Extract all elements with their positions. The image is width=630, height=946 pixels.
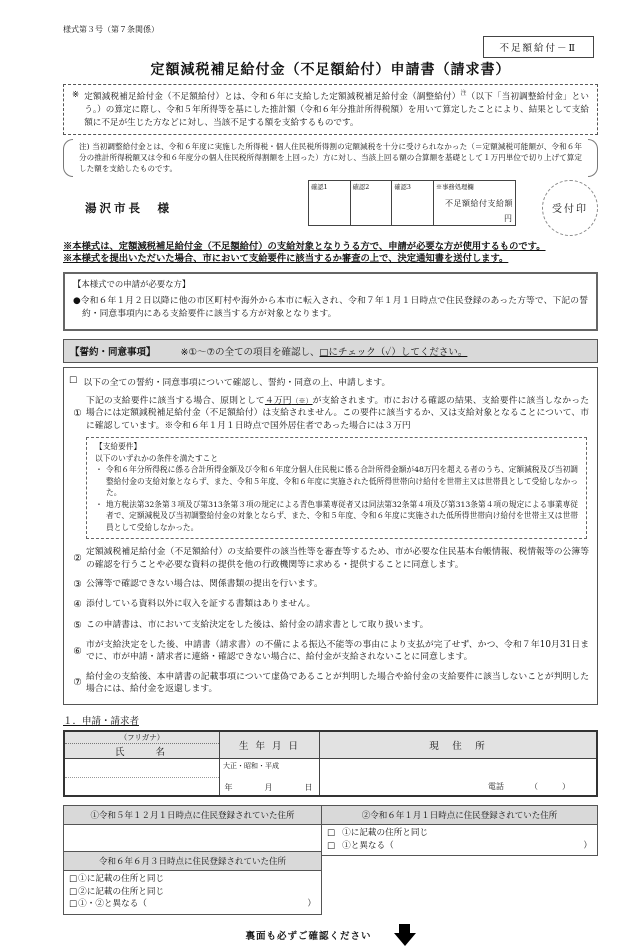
address2-header: ②令和６年１月１日時点に住民登録されていた住所 [321, 805, 598, 825]
june-option-2[interactable] [69, 886, 316, 898]
corner-tag-row [63, 36, 594, 58]
pledge-item-2 [69, 546, 589, 571]
name-input-area[interactable] [65, 778, 219, 796]
address-column-1 [63, 805, 322, 914]
footer-row [63, 924, 598, 946]
usage-notes [63, 241, 598, 266]
backside-reminder: 裏面も必ずご確認ください [245, 930, 372, 942]
address-input-cell[interactable] [320, 759, 596, 795]
telephone-label: 電話 [488, 782, 504, 792]
bracket-right-cap [588, 139, 598, 177]
dob-column-header [220, 732, 320, 759]
item1-asterisk-ref: （※） [291, 397, 313, 406]
pledge-item-3 [69, 578, 589, 591]
footnote-text: 注) 当初調整給付金とは、令和６年度に実施した所得税・個人住民税所得割の定額減税を十分に受けられなかった（＝定額減税可能額が、令和６年分の推計所得税額又は令和６年度分の個人住民税所得割額を上回った）方に対し、当該上回る額の合算額を基礎として１万円単位で切り上げて算定した額を支給したものです。 [79, 141, 582, 174]
pledge-item-2-number: ② [73, 553, 82, 565]
page-title: 定額減税補足給付金（不足額給付）申請書（請求書） [150, 62, 511, 78]
address-column-header [320, 732, 596, 759]
june-option-3[interactable] [69, 898, 316, 910]
june-option-3-label: ①・②と異なる（ [78, 899, 147, 910]
office-check2-cell: 確認2 [351, 181, 393, 225]
checkbox-icon[interactable]: □ [327, 828, 336, 839]
name-input-cell[interactable] [65, 759, 220, 795]
applicant-section-title: １．申請・請求者 [63, 716, 140, 728]
june-option-2-label: ②に記載の住所と同じ [78, 886, 165, 897]
office-use-table [308, 180, 516, 226]
pledge-box [63, 367, 598, 705]
registered-address-table [63, 805, 598, 914]
item1-part1: 下記の支給要件に該当する場合、原則として [86, 396, 265, 407]
address-header-label: 現 住 所 [429, 741, 487, 753]
pledge-item-3-number: ③ [73, 579, 82, 591]
requirement-bullet-1 [95, 464, 578, 499]
bullet-dot-icon: ・ [95, 499, 103, 509]
kana-header: （フリガナ） [65, 732, 219, 744]
applicant-table [63, 730, 598, 797]
pledge-item-5-number: ⑤ [73, 619, 82, 631]
note-marker: ※ [72, 90, 80, 100]
requirement-bullet-2 [95, 499, 578, 534]
requirements-subtitle: 以下のいずれかの条件を満たすこと [95, 453, 219, 463]
address-column-2 [321, 805, 598, 856]
address2-option-2-label: ①と異なる（ [342, 840, 394, 851]
pledge-item-7-text: 給付金の支給後、本申請書の記載事項について虚偽であることが判明した場合や給付金の支給要件に該当しないことが判明した場合には、給付金を返還します。 [86, 671, 589, 694]
pledge-master-check-row [69, 375, 589, 388]
intro-note-text [84, 89, 589, 130]
june-address-header: 令和６年６月３日時点に住民登録されていた住所 [63, 851, 322, 871]
bullet-dot-icon: ・ [95, 465, 103, 475]
june-option-3-close: ） [307, 899, 316, 910]
benefit-amount-label: 不足額給付支給額 [445, 198, 513, 208]
june-option-1[interactable] [69, 873, 316, 885]
address2-option-1[interactable] [327, 827, 592, 839]
requirement-1-text: 令和６年分所得税に係る合計所得金額及び令和６年度分個人住民税に係る合計所得金額が48万円を超える者のうち、定額減税及び当初調整給付金の支給対象とならず、また、令和５年度、令和６年度に実施された低所得世帯向け給付を世帯主又は世帯員として受給しなかった。 [106, 465, 578, 498]
addressee-mayor: 湯沢市長 様 [85, 200, 172, 215]
intro-note-sup: 注 [460, 90, 467, 97]
item1-amount-underline: ４万円 [264, 396, 292, 407]
down-arrow-icon [394, 924, 416, 946]
pledge-header-title: 【誓約・同意事項】 [70, 347, 156, 359]
form-type-badge: 不足額給付－Ⅱ [483, 36, 594, 58]
office-processing-header: ※事務処理欄 [435, 183, 474, 191]
pledge-item-1-number: ① [73, 407, 82, 419]
intro-note-part2: （以下「当初調整給付金」という。）の算定に際し、令和５年所得等を基にした推計額（令和６年分推計所得税額）を用いて算定したことにより、結果として支給額に不足が生じた方などに対し、当該不足する額を支給するものです。 [84, 91, 589, 128]
eligibility-box [63, 272, 598, 331]
pledge-item-5-text: この申請書は、市において支給決定をした後は、給付金の請求書として取り扱います。 [86, 619, 429, 630]
usage-note-1: ※本様式は、定額減税補足給付金（不足額給付）の支給対象となりうる方で、申請が必要な方が使用するものです。 [63, 240, 546, 252]
office-check1-cell: 確認1 [309, 181, 351, 225]
june-address-options [63, 870, 322, 914]
pledge-item-1-text [86, 395, 589, 432]
checkbox-icon[interactable]: □ [69, 899, 78, 910]
pledge-item-6 [69, 639, 589, 664]
item1-part2: が支給されます。市における確認の結果、支給要件に該当しなかった場合には定額減税補足給付金（不足額給付）は支給されません。この要件に該当するか、又は支給対象となることについて、市に確認しています。※令和６年１月１日時点で国外居住者であった場合には３万円 [86, 396, 589, 431]
pledge-item-6-text: 市が支給決定をした後、申請書（請求書）の不備による振込不能等の事由により支払が完了せず、かつ、令和７年10月31日までに、市が申請・請求者に連絡・確認できない場合に、給付金が支給されないことに同意します。 [86, 640, 589, 663]
name-column-header [65, 732, 220, 759]
pledge-header-note [181, 347, 468, 358]
pledge-master-checkbox[interactable]: □ [69, 375, 78, 386]
pledge-master-check-label: 以下の全ての誓約・同意事項について確認し、誓約・同意の上、申請します。 [83, 378, 391, 389]
pledge-item-3-text: 公簿等で確認できない場合は、関係書類の提出を行います。 [86, 579, 323, 590]
address2-option-1-label: ①に記載の住所と同じ [342, 828, 429, 839]
pledge-note-plain: ※①～⑦の全ての項目を確認し、 [180, 347, 320, 359]
telephone-row [320, 781, 596, 792]
addressee-row [63, 180, 598, 236]
address2-option-2[interactable] [327, 840, 592, 852]
pledge-item-1 [69, 395, 589, 432]
usage-note-2: ※本様式を提出いただいた場合、市において支給要件に該当するか審査の上で、決定通知書を送付します。 [63, 253, 509, 265]
receipt-stamp-circle: 受付印 [542, 180, 598, 236]
pledge-item-7-number: ⑦ [73, 677, 82, 689]
pledge-section-header [63, 339, 598, 363]
pledge-item-4-number: ④ [73, 599, 82, 611]
intro-note-box [63, 84, 598, 135]
furigana-input-area[interactable] [65, 759, 219, 778]
address1-header: ①令和５年１２月１日時点に住民登録されていた住所 [63, 805, 322, 825]
era-options[interactable]: 大正・昭和・平成 [223, 762, 279, 771]
name-header: 氏 名 [114, 747, 169, 759]
requirement-2-text: 地方税法第32条第３項及び第313条第３項の規定による青色事業専従者又は同法第32条第４項及び第313条第４項の規定による事業専従者で、定額減税及び当初調整給付金の対象とならず、また、令和５年度、令和６年度に実施された低所得世帯向け給付を世帯主又は世帯員として受給しなかった。 [106, 499, 578, 532]
pledge-item-7 [69, 671, 589, 696]
pledge-item-4-text: 添付している資料以外に収入を証する書類はありません。 [86, 599, 316, 610]
eligibility-title: 【本様式での申請が必要な方】 [73, 278, 191, 289]
checkbox-icon[interactable]: □ [69, 874, 78, 885]
dob-header-label: 生 年 月 日 [238, 741, 301, 753]
address1-input-area[interactable] [63, 824, 322, 852]
form-number: 様式第３号（第７条関係） [63, 25, 159, 34]
requirements-title: 【支給要件】 [95, 442, 142, 452]
yen-unit: 円 [504, 213, 512, 223]
address2-options [321, 824, 598, 856]
pledge-note-underline: □にチェック（✓）してください。 [319, 347, 468, 359]
pledge-item-5 [69, 619, 589, 632]
date-units: 年 月 日 [224, 783, 315, 793]
office-processing-cell [434, 181, 515, 225]
office-check3-cell: 確認3 [392, 181, 434, 225]
footnote-bracket [63, 139, 598, 177]
intro-note-part1: 定額減税補足給付金（不足額給付）とは、令和６年に支給した定額減税補足給付金（調整給付） [84, 91, 461, 102]
june-option-1-label: ①に記載の住所と同じ [78, 874, 165, 885]
address2-option-2-close: ） [583, 840, 592, 851]
pledge-item-2-text: 定額減税補足給付金（不足額給付）の支給要件の該当性等を審査等するため、市が必要な住民基本台帳情報、税情報等の公簿等の確認を行うことや必要な資料の提供を他の行政機関等に求める・提供することに同意します。 [86, 547, 589, 570]
bracket-left-cap [63, 139, 73, 177]
pledge-item-6-number: ⑥ [73, 645, 82, 657]
checkbox-icon[interactable]: □ [327, 840, 336, 851]
dob-input-cell[interactable] [220, 759, 320, 795]
pledge-item-4 [69, 598, 589, 611]
checkbox-icon[interactable]: □ [69, 886, 78, 897]
payment-requirements-box [86, 437, 587, 539]
eligibility-bullet: ●令和６年１月２日以降に他の市区町村や海外から本市に転入され、令和７年１月１日時点で住民登録のあった方等で、下記の誓約・同意事項内にある支給要件に該当する方が対象となります。 [73, 295, 588, 319]
telephone-input-area[interactable]: （ ） [530, 782, 570, 792]
